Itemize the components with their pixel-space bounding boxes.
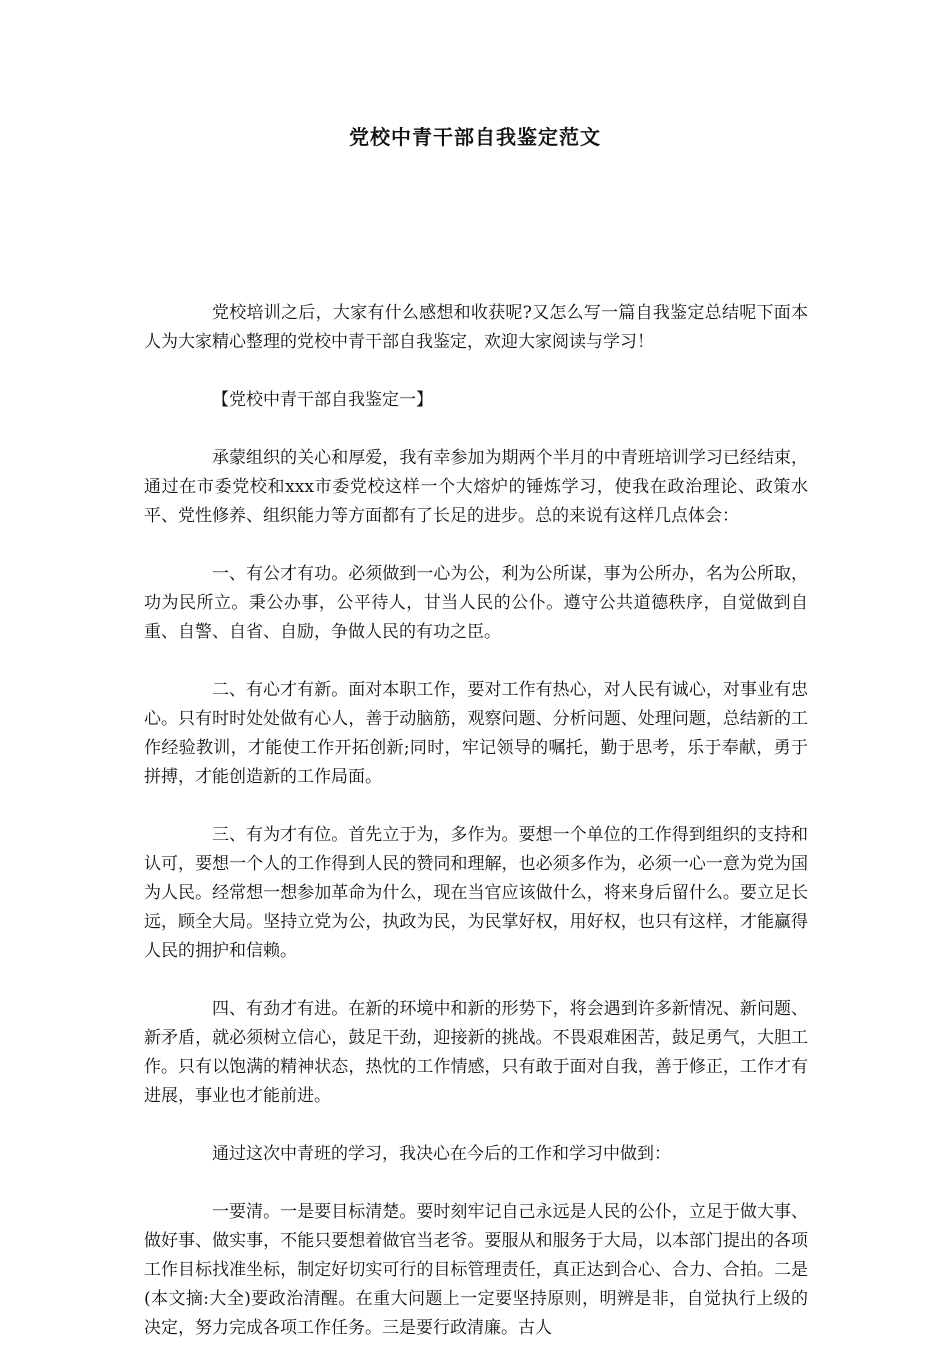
resolution-paragraph: 通过这次中青班的学习，我决心在今后的工作和学习中做到： [212, 1144, 671, 1164]
point-two-paragraph: 二、有心才有新。面对本职工作，要对工作有热心，对人民有诚心，对事业有忠心。只有时时处处做有心人，善于动脑筋，观察问题、分析问题、处理问题，总结新的工作经验教训，才能使工作开拓创新;同时，牢记领导的嘱托，勤于思考，乐于奉献，勇于拼搏，才能创造新的工作局面。 [144, 680, 808, 787]
intro-paragraph: 党校培训之后，大家有什么感想和收获呢?又怎么写一篇自我鉴定总结呢下面本人为大家精心整理的党校中青干部自我鉴定，欢迎大家阅读与学习！ [144, 303, 808, 352]
body-paragraph: 承蒙组织的关心和厚爱，我有幸参加为期两个半月的中青班培训学习已经结束，通过在市委党校和xxx市委党校这样一个大熔炉的锤炼学习，使我在政治理论、政策水平、党性修养、组织能力等方面都有了长足的进步。总的来说有这样几点体会： [144, 448, 808, 526]
point-three-paragraph: 三、有为才有位。首先立于为，多作为。要想一个单位的工作得到组织的支持和认可，要想一个人的工作得到人民的赞同和理解，也必须多作为，必须一心一意为党为国为人民。经常想一想参加革命为什么，现在当官应该做什么，将来身后留什么。要立足长远，顾全大局。坚持立党为公，执政为民，为民掌好权，用好权，也只有这样，才能赢得人民的拥护和信赖。 [144, 825, 808, 961]
point-four-paragraph: 四、有劲才有进。在新的环境中和新的形势下，将会遇到许多新情况、新问题、新矛盾，就必须树立信心，鼓足干劲，迎接新的挑战。不畏艰难困苦，鼓足勇气，大胆工作。只有以饱满的精神状态，热忱的工作情感，只有敢于面对自我，善于修正，工作才有进展，事业也才能前进。 [144, 999, 808, 1106]
section-heading: 【党校中青干部自我鉴定一】 [212, 390, 433, 410]
first-commitment-paragraph: 一要清。一是要目标清楚。要时刻牢记自己永远是人民的公仆，立足于做大事、做好事、做实事，不能只要想着做官当老爷。要服从和服务于大局，以本部门提出的各项工作目标找准坐标，制定好切实可行的目标管理责任，真正达到合心、合力、合拍。二是(本文摘:大全)要政治清醒。在重大问题上一定要坚持原则，明辨是非，自觉执行上级的决定，努力完成各项工作任务。三是要行政清廉。古人 [144, 1202, 808, 1338]
document-body [144, 299, 808, 1372]
point-one-paragraph: 一、有公才有功。必须做到一心为公，利为公所谋，事为公所办，名为公所取，功为民所立。秉公办事，公平待人，甘当人民的公仆。遵守公共道德秩序，自觉做到自重、自警、自省、自励，争做人民的有功之臣。 [144, 564, 808, 642]
document-title: 党校中青干部自我鉴定范文 [349, 125, 601, 149]
